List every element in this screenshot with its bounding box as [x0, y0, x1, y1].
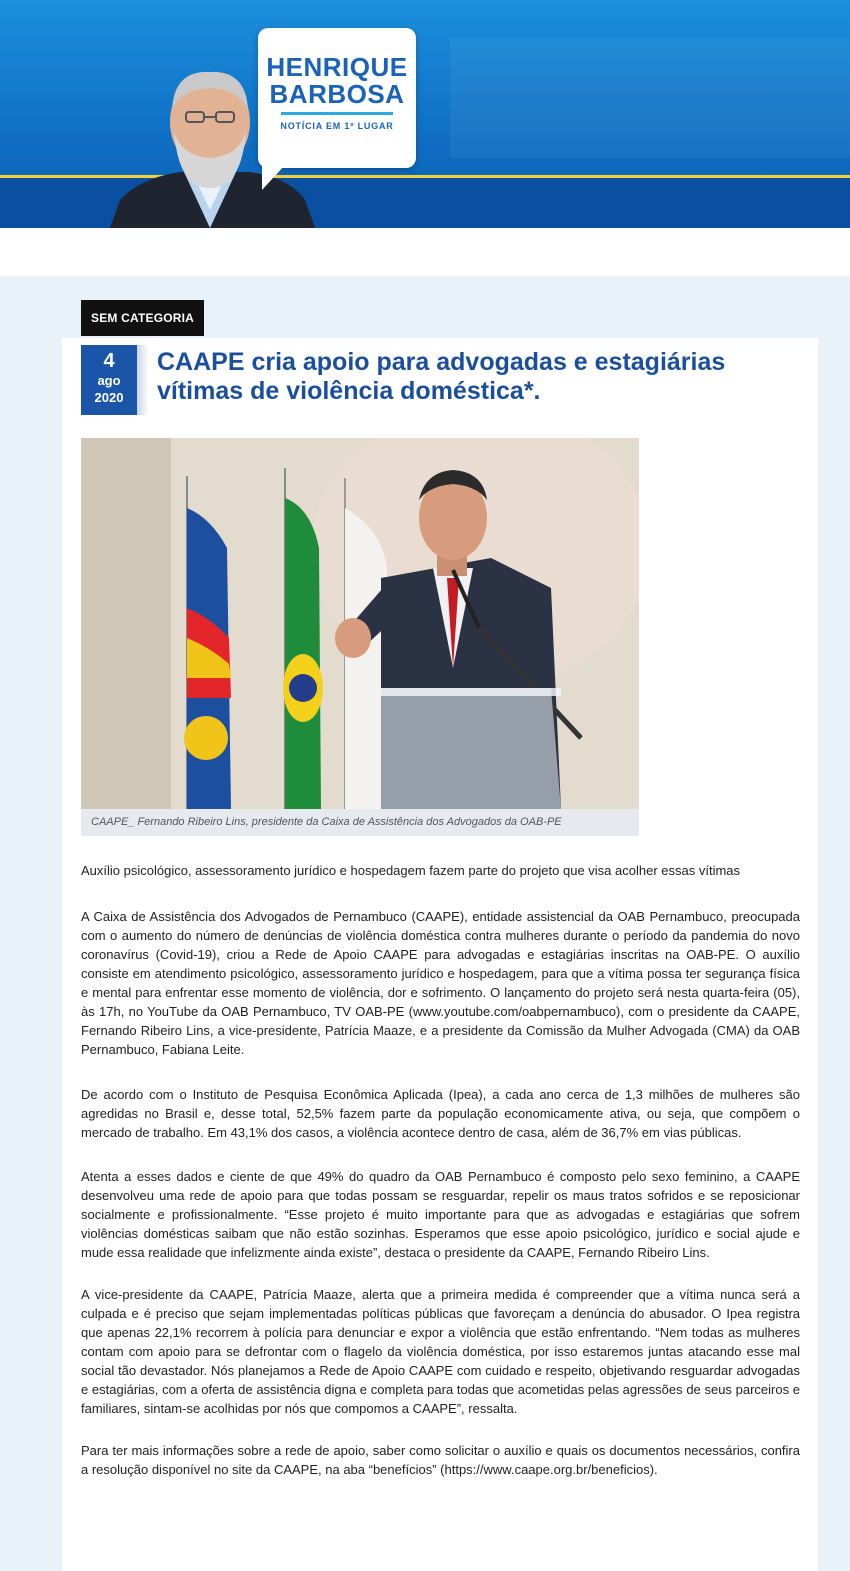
article-photo[interactable] — [81, 438, 639, 809]
article-paragraph: A Caixa de Assistência dos Advogados de Pernambuco (CAAPE), entidade assistencial da OAB Pernambuco, preocupada com o aumento do número de denúncias de violência doméstica contra mulheres durante o período da pandemia do novo coronavírus (Covid-19), criou a Rede de Apoio CAAPE para advogadas e estagiárias inscritas na OAB-PE. O auxílio consiste em atendimento psicológico, assessoramento jurídico e hospedagem, para que a vítima possa ter segurança física e mental para enfrentar esse momento de violência, dor e sofrimento. O lançamento do projeto será nesta quarta-feira (05), às 17h, no YouTube da OAB Pernambuco, TV OAB-PE (www.youtube.com/oabpernambuco), com o presidente da CAAPE, Fernando Ribeiro Lins, a vice-presidente, Patrícia Maaze, e a presidente da Comissão da Mulher Advogada (CMA) da OAB Pernambuco, Fabiana Leite. — [81, 909, 800, 1057]
article-paragraph: Atenta a esses dados e ciente de que 49% do quadro da OAB Pernambuco é composto pelo sexo feminino, a CAAPE desenvolveu uma rede de apoio para que todas possam se resguardar, repelir os maus tratos sofridos e se reposicionar socialmente e profissionalmente. “Esse projeto é muito importante para que as advogadas e estagiárias que sofrem violências domésticas saibam que não estão sozinhas. Esperamos que esse apoio psicológico, jurídico e social ajude e mude essa realidade que infelizmente ainda existe”, destaca o presidente da CAAPE, Fernando Ribeiro Lins. — [81, 1169, 800, 1260]
category-badge[interactable]: SEM CATEGORIA — [81, 300, 204, 336]
date-day: 4 — [103, 350, 115, 372]
site-header — [0, 0, 850, 228]
site-logo[interactable] — [258, 28, 416, 168]
photo-caption: CAAPE_ Fernando Ribeiro Lins, presidente da Caixa de Assistência dos Advogados da OAB-PE — [81, 809, 639, 836]
nav-spacer — [0, 228, 850, 276]
logo-tagline: NOTÍCIA EM 1º LUGAR — [280, 121, 394, 131]
header-glow — [450, 38, 850, 158]
date-month: ago — [97, 373, 121, 388]
speech-bubble-tail — [262, 166, 284, 190]
article-paragraph: A vice-presidente da CAAPE, Patrícia Maaze, alerta que a primeira medida é compreender que a vítima nunca será a culpada e é preciso que sejam implementadas políticas públicas que favoreçam a denúncia do abusador. O Ipea registra que apenas 22,1% recorrem à polícia para denunciar e expor a violência que estão enfrentando. “Nem todas as mulheres contam com apoio para se defrontar com o flagelo da violência doméstica, por isso estaremos juntas atacando esse mal social tão devastador. Nós planejamos a Rede de Apoio CAAPE com cuidado e respeito, objetivando resguardar advogadas e estagiárias, com a oferta de assistência digna e completa para todas que acometidas pelas agressões de seus parceiros e familiares, sintam-se acolhidas por nós que compomos a CAAPE”, ressalta. — [81, 1287, 800, 1416]
date-year: 2020 — [94, 390, 124, 405]
logo-divider — [281, 112, 393, 115]
logo-text-last: BARBOSA — [269, 79, 405, 109]
article-lead: Auxílio psicológico, assessoramento jurídico e hospedagem fazem parte do projeto que visa acolher essas vítimas — [81, 863, 741, 878]
logo-text-first: HENRIQUE — [266, 52, 408, 82]
article-paragraph: De acordo com o Instituto de Pesquisa Econômica Aplicada (Ipea), a cada ano cerca de 1,3 milhões de mulheres são agredidas no Brasil e, desse total, 52,5% fazem parte da população economicamente ativa, ou seja, que compõem o mercado de trabalho. Em 43,1% dos casos, a violência acontece dentro de casa, além de 36,7% em vias públicas. — [81, 1087, 800, 1140]
post-date-badge — [81, 345, 137, 415]
article-paragraph: Para ter mais informações sobre a rede de apoio, saber como solicitar o auxílio e quais os documentos necessários, confira a resolução disponível no site da CAAPE, na aba “benefícios” (https://www.caape.org.br/beneficios). — [81, 1443, 800, 1477]
main-content — [0, 276, 850, 1571]
article-title: CAAPE cria apoio para advogadas e estagiárias vítimas de violência doméstica*. — [157, 348, 726, 405]
date-badge-shadow — [137, 345, 149, 415]
